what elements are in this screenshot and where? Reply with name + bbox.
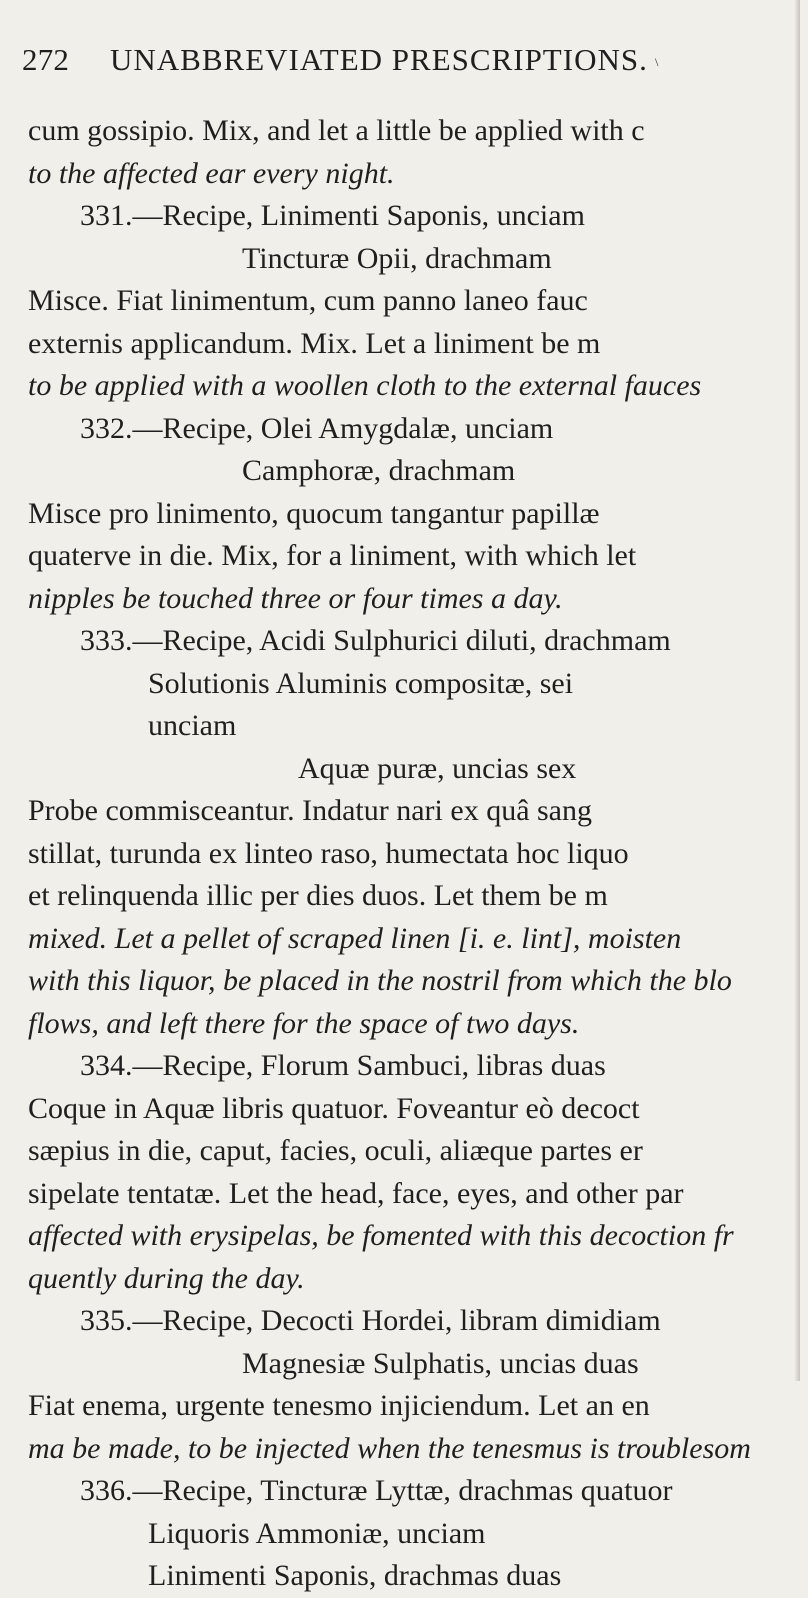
text-line: Aquæ puræ, uncias sex: [298, 751, 577, 785]
text-line: 332.—Recipe, Olei Amygdalæ, unciam: [80, 411, 554, 445]
text-line: stillat, turunda ex linteo raso, humectata hoc liquo: [28, 836, 629, 870]
text-line: Tincturæ Opii, drachmam: [242, 241, 552, 275]
page-header: [22, 40, 782, 80]
text-line: nipples be touched three or four times a day.: [28, 581, 563, 615]
text-line: Solutionis Aluminis compositæ, sei: [148, 666, 574, 700]
text-line: sæpius in die, caput, facies, oculi, aliæque partes er: [28, 1134, 643, 1167]
page-number: 272: [22, 42, 70, 77]
text-line: ma be made, to be injected when the tenesmus is troublesom: [28, 1431, 751, 1465]
text-line: quaterve in die. Mix, for a liniment, with which let: [28, 539, 637, 572]
text-line: mixed. Let a pellet of scraped linen [i. e. lint], moisten: [28, 921, 682, 955]
text-line: 335.—Recipe, Decocti Hordei, libram dimidiam: [80, 1304, 661, 1337]
text-line: externis applicandum. Mix. Let a liniment be m: [28, 326, 601, 360]
text-line: cum gossipio. Mix, and let a little be applied with c: [28, 114, 645, 147]
printer-mark: \: [655, 55, 659, 69]
text-line: flows, and left there for the space of two days.: [28, 1006, 580, 1040]
text-line: Linimenti Saponis, drachmas duas: [148, 1559, 562, 1592]
text-line: Coque in Aquæ libris quatuor. Foveantur eò decoct: [28, 1091, 640, 1125]
text-line: with this liquor, be placed in the nostril from which the blo: [28, 964, 732, 997]
text-line: Camphoræ, drachmam: [242, 454, 516, 487]
text-line: quently during the day.: [28, 1261, 305, 1295]
text-line: Magnesiæ Sulphatis, uncias duas: [242, 1346, 639, 1380]
text-line: 336.—Recipe, Tincturæ Lyttæ, drachmas quatuor: [80, 1474, 673, 1507]
text-line: sipelate tentatæ. Let the head, face, eyes, and other par: [28, 1176, 684, 1210]
text-line: 333.—Recipe, Acidi Sulphurici diluti, drachmam: [80, 624, 671, 657]
text-line: Misce pro linimento, quocum tangantur papillæ: [28, 496, 600, 530]
text-line: affected with erysipelas, be fomented with this decoction fr: [28, 1219, 734, 1252]
text-line: to the affected ear every night.: [28, 156, 395, 190]
text-line: 331.—Recipe, Linimenti Saponis, unciam: [80, 199, 585, 232]
prescription-text: [28, 110, 808, 1598]
text-line: Fiat enema, urgente tenesmo injiciendum. Let an en: [28, 1389, 650, 1422]
text-line: Probe commisceantur. Indatur nari ex quâ sang: [28, 794, 592, 827]
text-line: unciam: [148, 709, 237, 742]
text-line: Liquoris Ammoniæ, unciam: [148, 1516, 486, 1550]
text-line: 334.—Recipe, Florum Sambuci, libras duas: [80, 1049, 606, 1082]
text-line: Misce. Fiat linimentum, cum panno laneo fauc: [28, 284, 588, 317]
running-head: UNABBREVIATED PRESCRIPTIONS.: [110, 42, 648, 77]
text-line: et relinquenda illic per dies duos. Let them be m: [28, 879, 608, 912]
text-line: to be applied with a woollen cloth to the external fauces: [28, 369, 702, 402]
